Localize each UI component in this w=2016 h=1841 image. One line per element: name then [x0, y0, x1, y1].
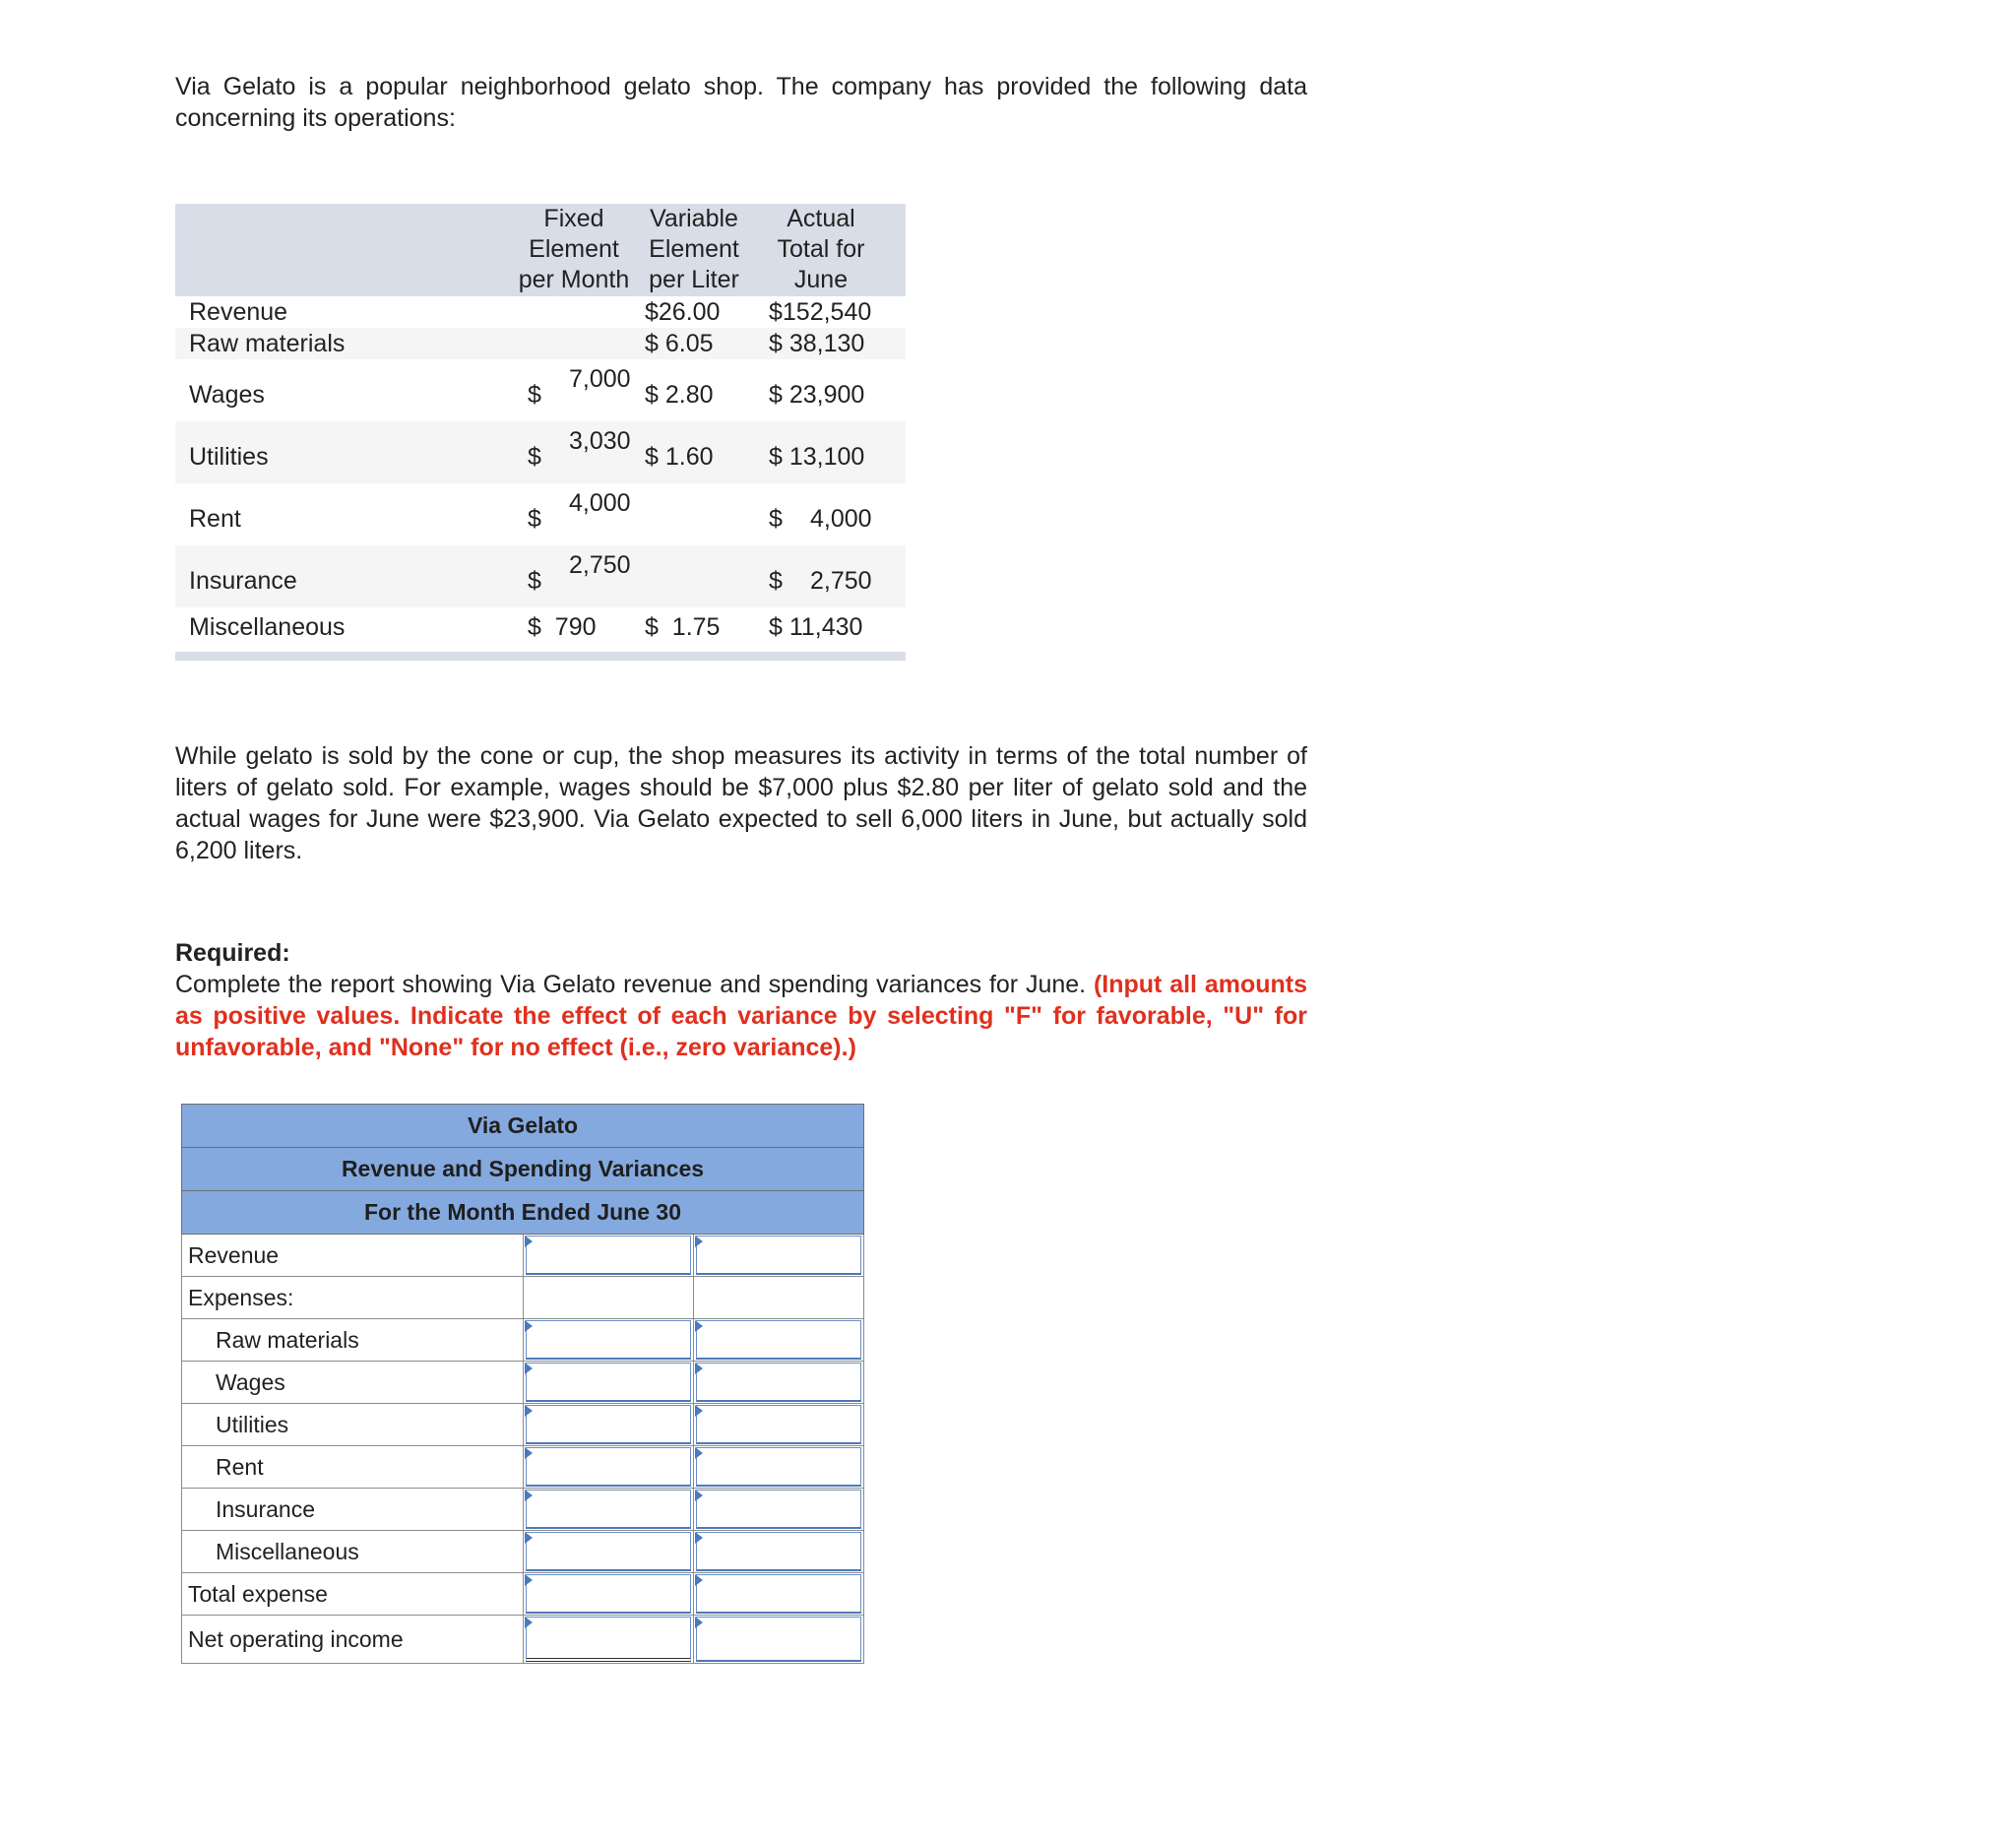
variance-amount-cell [524, 1489, 694, 1531]
header-actual [762, 204, 880, 296]
report-row-net-operating-income [182, 1616, 864, 1664]
data-row-revenue [175, 296, 906, 328]
dropdown-marker-icon [525, 1320, 533, 1332]
actual-value: $ 11,430 [769, 613, 863, 641]
report-title-name: Revenue and Spending Variances [182, 1148, 864, 1191]
actual-dollar-sign: $ [769, 505, 783, 533]
variable-value: $ 2.80 [645, 381, 714, 409]
cost-data-table [175, 204, 906, 661]
dropdown-marker-icon [525, 1236, 533, 1247]
empty-cell [694, 1277, 864, 1319]
variable-value: $ 6.05 [645, 330, 714, 357]
fixed-value: 7,000 [569, 365, 631, 393]
data-row-wages [175, 359, 906, 421]
row-label: Raw materials [189, 330, 346, 357]
dropdown-marker-icon [695, 1490, 703, 1501]
dropdown-marker-icon [525, 1617, 533, 1628]
dropdown-marker-icon [695, 1236, 703, 1247]
row-label: Revenue [189, 298, 288, 326]
rent-effect-select[interactable] [696, 1447, 861, 1487]
report-row-label: Expenses: [182, 1277, 524, 1319]
variance-effect-cell [694, 1531, 864, 1573]
dropdown-marker-icon [525, 1363, 533, 1374]
variable-value: $ 1.60 [645, 443, 714, 471]
row-label: Miscellaneous [189, 613, 346, 641]
net-operating-income-effect-select[interactable] [696, 1617, 861, 1662]
header-text: per Liter [649, 266, 739, 293]
report-row-label: Net operating income [182, 1616, 524, 1664]
insurance-variance-input[interactable] [526, 1490, 691, 1529]
variance-effect-cell [694, 1362, 864, 1404]
wages-variance-input[interactable] [526, 1363, 691, 1402]
report-row-label: Raw materials [182, 1319, 524, 1362]
header-fixed [508, 204, 640, 296]
actual-value: 4,000 [810, 505, 872, 533]
required-text: Complete the report showing Via Gelato revenue and spending variances for June. [175, 971, 1087, 998]
report-row-revenue [182, 1235, 864, 1277]
dropdown-marker-icon [695, 1363, 703, 1374]
raw-materials-variance-input[interactable] [526, 1320, 691, 1360]
report-row-label: Revenue [182, 1235, 524, 1277]
data-row-miscellaneous [175, 607, 906, 652]
raw-materials-effect-select[interactable] [696, 1320, 861, 1360]
actual-value: 2,750 [810, 567, 872, 595]
report-row-total-expense [182, 1573, 864, 1616]
rent-variance-input[interactable] [526, 1447, 691, 1487]
report-row-wages [182, 1362, 864, 1404]
header-text: per Month [518, 266, 630, 293]
wages-effect-select[interactable] [696, 1363, 861, 1402]
dropdown-marker-icon [695, 1617, 703, 1628]
fixed-dollar-sign: $ [528, 505, 541, 533]
variance-effect-cell [694, 1616, 864, 1664]
variance-effect-cell [694, 1235, 864, 1277]
dropdown-marker-icon [525, 1574, 533, 1586]
report-row-utilities [182, 1404, 864, 1446]
empty-cell [524, 1277, 694, 1319]
variance-amount-cell [524, 1362, 694, 1404]
dropdown-marker-icon [525, 1447, 533, 1459]
variance-amount-cell [524, 1573, 694, 1616]
header-text: June [793, 266, 849, 293]
dropdown-marker-icon [695, 1532, 703, 1544]
report-row-expenses [182, 1277, 864, 1319]
activity-paragraph: While gelato is sold by the cone or cup, the shop measures its activity in terms of the total number of liters of gelato sold. For example, wages should be $7,000 plus $2.80 per liter of gelato sold and the actual wages for June were $23,900. Via Gelato expected to sell 6,000 liters in June, but actually sold 6,200 liters. [175, 742, 1307, 864]
variance-effect-cell [694, 1404, 864, 1446]
revenue-effect-select[interactable] [696, 1236, 861, 1275]
total-expense-variance-input[interactable] [526, 1574, 691, 1614]
fixed-value: $ 790 [528, 613, 597, 641]
fixed-value: 3,030 [569, 427, 631, 455]
miscellaneous-variance-input[interactable] [526, 1532, 691, 1571]
actual-value: $ 23,900 [769, 381, 865, 409]
intro-paragraph: Via Gelato is a popular neighborhood gelato shop. The company has provided the following data concerning its operations: [175, 73, 1307, 132]
row-label: Rent [189, 505, 241, 533]
variance-report [181, 1104, 864, 1664]
variance-effect-cell [694, 1446, 864, 1489]
header-text: Element [529, 235, 619, 263]
dropdown-marker-icon [695, 1405, 703, 1417]
variance-amount-cell [524, 1404, 694, 1446]
variance-amount-cell [524, 1531, 694, 1573]
data-row-rent [175, 483, 906, 545]
report-row-label: Insurance [182, 1489, 524, 1531]
dropdown-marker-icon [525, 1405, 533, 1417]
variance-effect-cell [694, 1319, 864, 1362]
data-table-header [175, 204, 906, 296]
insurance-effect-select[interactable] [696, 1490, 861, 1529]
fixed-value: 2,750 [569, 551, 631, 579]
fixed-dollar-sign: $ [528, 567, 541, 595]
header-text: Variable [650, 205, 738, 232]
revenue-variance-input[interactable] [526, 1236, 691, 1275]
header-text: Actual [787, 205, 855, 232]
net-operating-income-variance-input[interactable] [526, 1617, 691, 1662]
report-title-company: Via Gelato [182, 1105, 864, 1148]
variance-amount-cell [524, 1446, 694, 1489]
variance-effect-cell [694, 1489, 864, 1531]
required-title: Required: [175, 939, 290, 967]
fixed-value: 4,000 [569, 489, 631, 517]
required-section [175, 937, 1307, 1063]
actual-value: $ 38,130 [769, 330, 865, 357]
dropdown-marker-icon [695, 1447, 703, 1459]
fixed-dollar-sign: $ [528, 381, 541, 409]
table-bottom-border [175, 652, 906, 661]
report-row-insurance [182, 1489, 864, 1531]
data-row-insurance [175, 545, 906, 607]
report-row-label: Rent [182, 1446, 524, 1489]
report-row-raw-materials [182, 1319, 864, 1362]
report-row-label: Wages [182, 1362, 524, 1404]
row-label: Utilities [189, 443, 269, 471]
data-row-raw-materials [175, 328, 906, 359]
row-label: Insurance [189, 567, 297, 595]
data-row-utilities [175, 421, 906, 483]
header-text: Total for [777, 235, 865, 263]
fixed-dollar-sign: $ [528, 443, 541, 471]
miscellaneous-effect-select[interactable] [696, 1532, 861, 1571]
report-row-label: Utilities [182, 1404, 524, 1446]
variance-amount-cell [524, 1319, 694, 1362]
dropdown-marker-icon [525, 1490, 533, 1501]
variance-amount-cell [524, 1616, 694, 1664]
dropdown-marker-icon [695, 1320, 703, 1332]
header-text: Fixed [543, 205, 604, 232]
utilities-effect-select[interactable] [696, 1405, 861, 1444]
header-text: Element [649, 235, 739, 263]
report-title-period: For the Month Ended June 30 [182, 1191, 864, 1235]
row-label: Wages [189, 381, 265, 409]
total-expense-effect-select[interactable] [696, 1574, 861, 1614]
utilities-variance-input[interactable] [526, 1405, 691, 1444]
report-row-miscellaneous [182, 1531, 864, 1573]
report-row-rent [182, 1446, 864, 1489]
header-variable [640, 204, 748, 296]
actual-value: $ 13,100 [769, 443, 865, 471]
report-row-label: Miscellaneous [182, 1531, 524, 1573]
variable-value: $ 1.75 [645, 613, 721, 641]
actual-dollar-sign: $ [769, 567, 783, 595]
required-instruction: (Input all amounts as positive values. Indicate the effect of each variance by selecting "F" for favorable, "U" for unfavorable, and "None" for no effect (i.e., zero variance).) [175, 971, 1307, 1061]
dropdown-marker-icon [695, 1574, 703, 1586]
variable-value: $26.00 [645, 298, 721, 326]
actual-value: $152,540 [769, 298, 872, 326]
variance-effect-cell [694, 1573, 864, 1616]
dropdown-marker-icon [525, 1532, 533, 1544]
variance-amount-cell [524, 1235, 694, 1277]
report-row-label: Total expense [182, 1573, 524, 1616]
